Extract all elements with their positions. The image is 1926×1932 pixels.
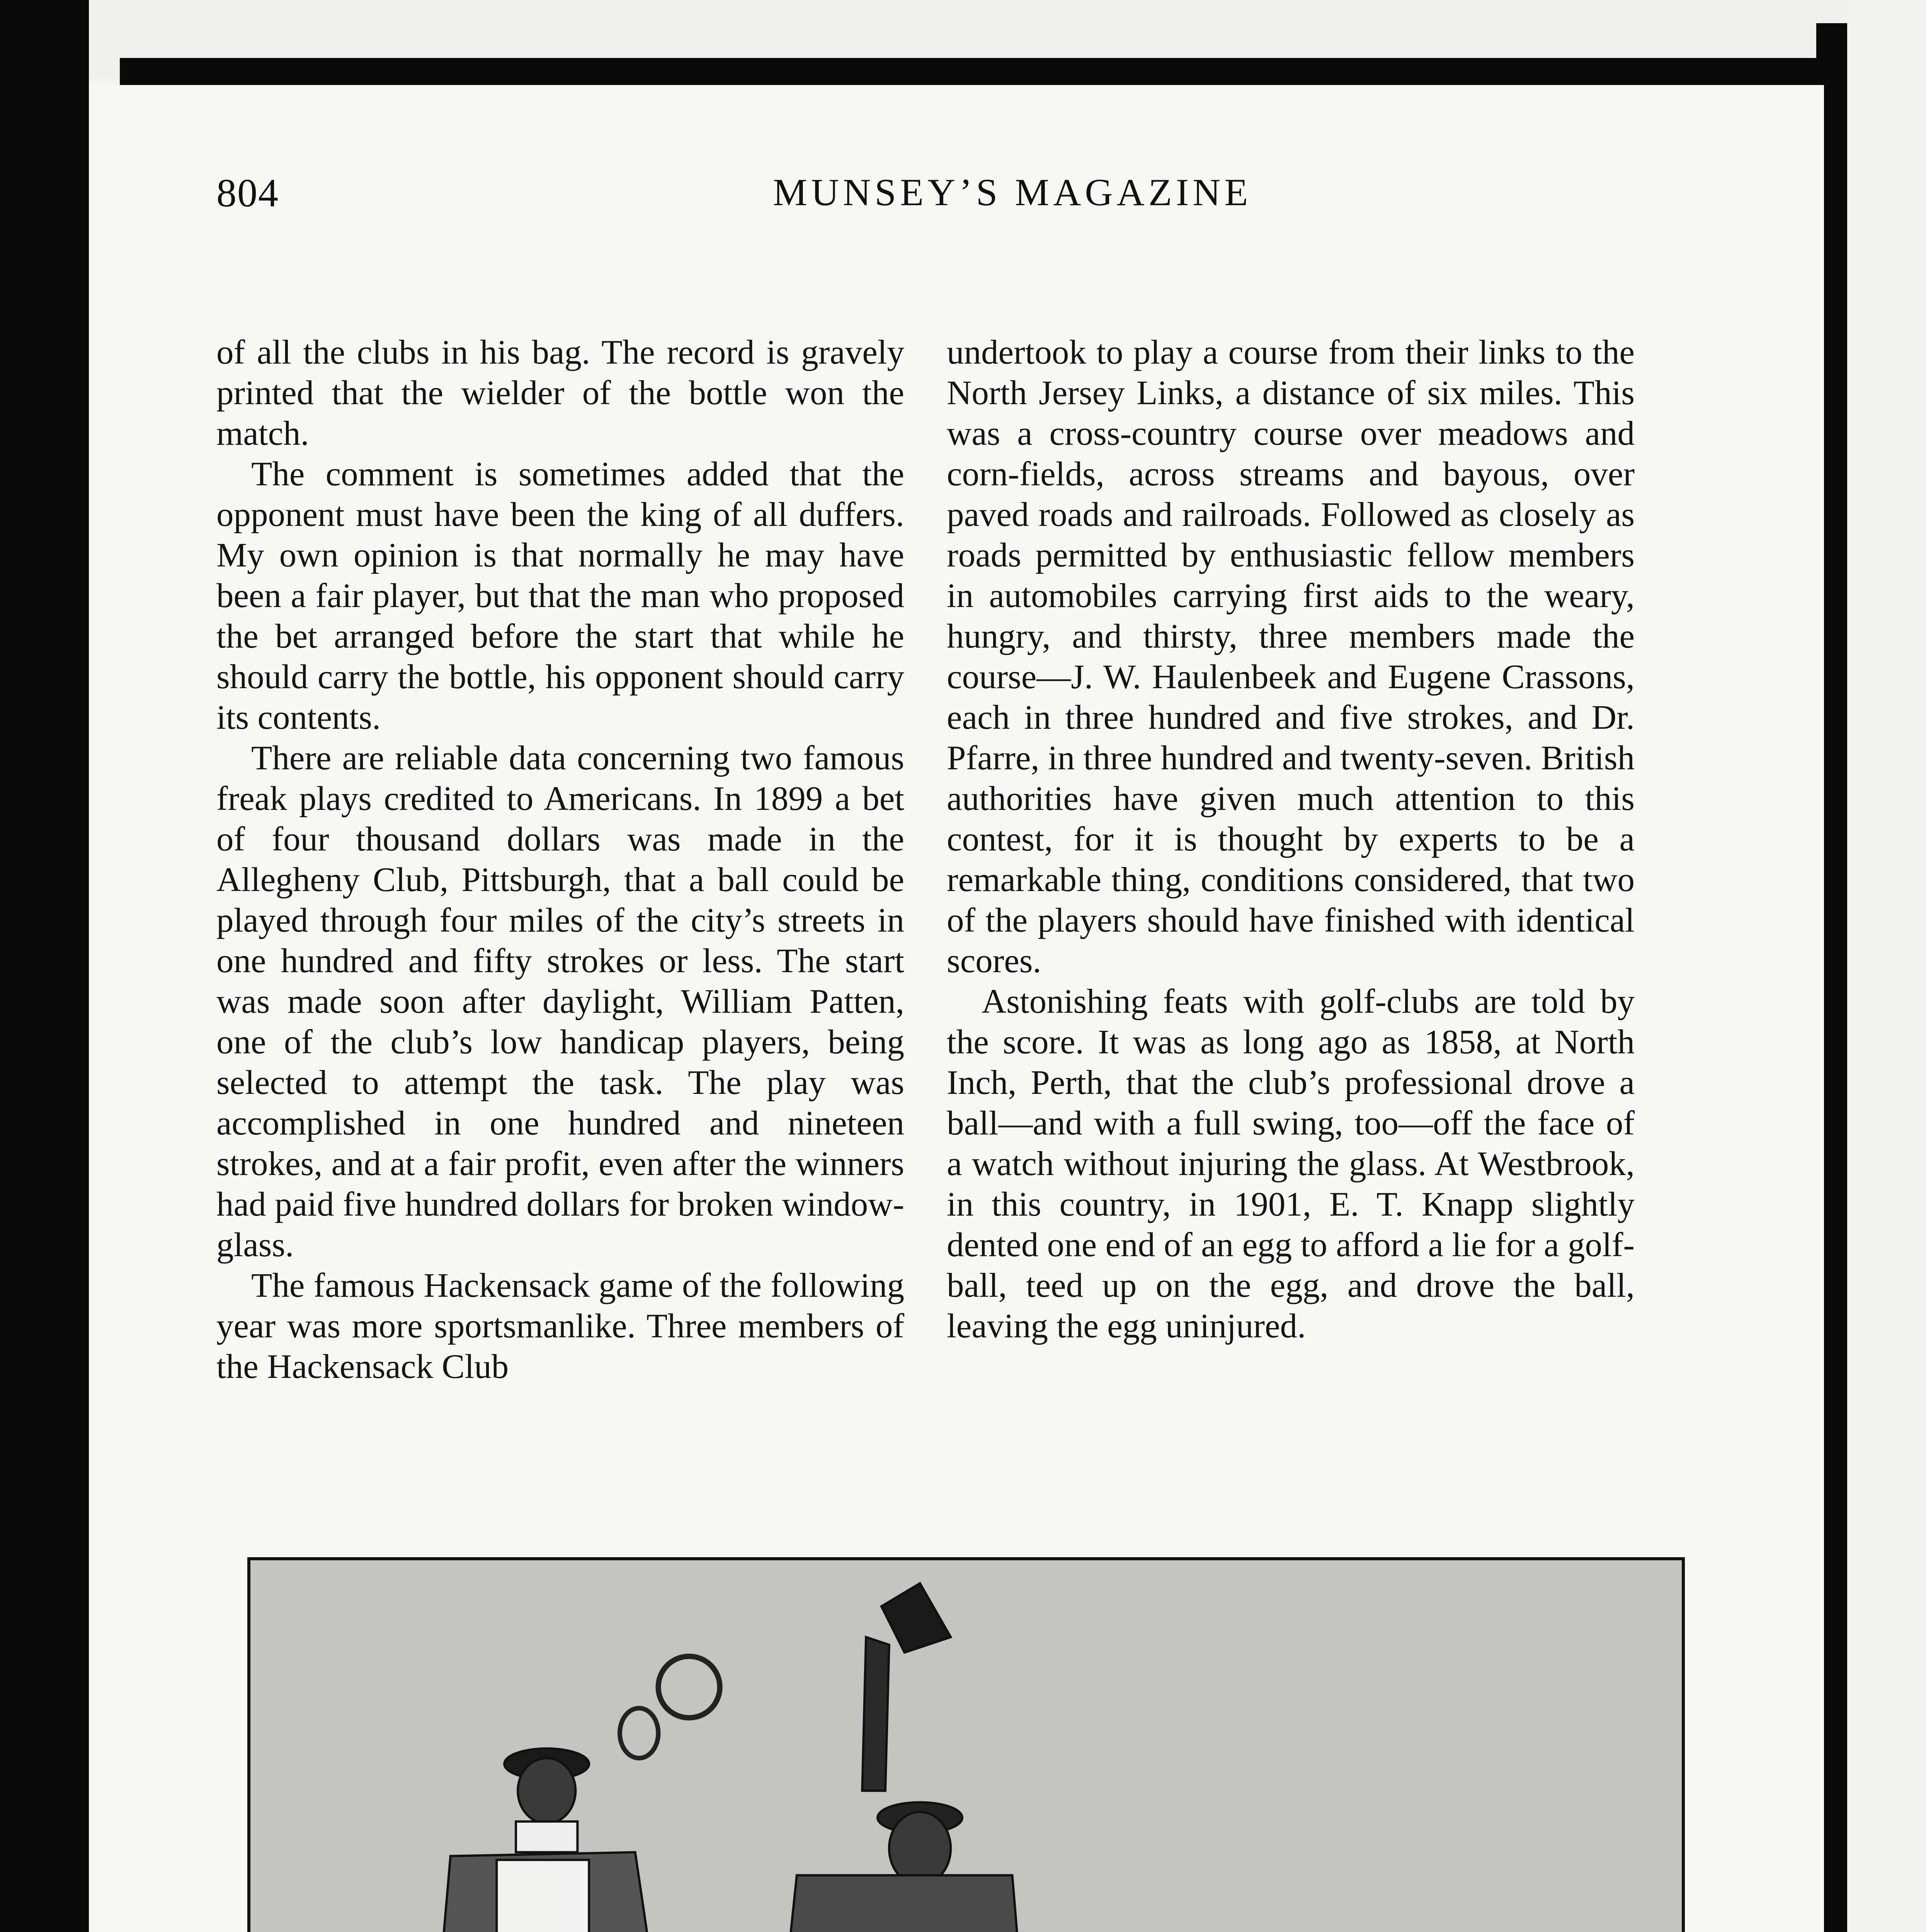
running-title: MUNSEY’S MAGAZINE	[773, 171, 1252, 214]
page-header	[216, 170, 1716, 224]
scan-top-edge	[120, 58, 1820, 85]
paragraph: The comment is sometimes added that the opponent must have been the king of all duffers. My own opinion is that normally he may have been a fair player, but that the man who proposed the bet arranged before the start that while he should carry the bottle, his opponent should carry its contents.	[216, 455, 904, 736]
paragraph: The famous Hackensack game of the following year was more sportsmanlike. Three members of the Hackensack Club	[216, 1267, 904, 1386]
cartoon-drawing	[250, 1560, 1682, 1932]
paragraph: undertook to play a course from their links to the North Jersey Links, a distance of six miles. This was a cross-country course over meadows and corn-fields, across streams and bayous, over paved roads and railroads. Followed as closely as roads permitted by enthusiastic fellow members in automobiles carrying first aids to the weary, hungry, and thirsty, three members made the course—J. W. Haulenbeek and Eugene Crassons, each in three hundred and five strokes, and Dr. Pfarre, in three hundred and twenty-seven. British authorities have given much attention to this contest, for it is thought by experts to be a remarkable thing, conditions considered, that two of the players should have finished with identical scores.	[947, 333, 1635, 980]
text-column-left	[216, 332, 904, 1387]
paragraph: of all the clubs in his bag. The record is gravely printed that the wielder of the bottle won the match.	[216, 333, 904, 452]
golf-cartoon-illustration	[247, 1557, 1685, 1932]
scan-left-edge	[0, 0, 89, 1932]
next-page-strip	[1847, 0, 1926, 1932]
paragraph: There are reliable data concerning two famous freak plays credited to Americans. In 1899 a bet of four thousand dollars was made in the Allegheny Club, Pittsburgh, that a ball could be played through four miles of the city’s streets in one hundred and fifty strokes or less. The start was made soon after daylight, William Patten, one of the club’s low handicap players, being selected to attempt the task. The play was accomplished in one hundred and nineteen strokes, and at a fair profit, even after the winners had paid five hundred dollars for broken window-glass.	[216, 739, 904, 1264]
page-number: 804	[216, 171, 279, 215]
paragraph: Astonishing feats with golf-clubs are told by the score. It was as long ago as 1858, at North Inch, Perth, that the club’s professional drove a ball—and with a full swing, too—off the face of a watch without injuring the glass. At Westbrook, in this country, in 1901, E. T. Knapp slightly dented one end of an egg to afford a lie for a golf-ball, teed up on the egg, and drove the ball, leaving the egg uninjured.	[947, 983, 1635, 1345]
text-column-right	[947, 332, 1635, 1347]
